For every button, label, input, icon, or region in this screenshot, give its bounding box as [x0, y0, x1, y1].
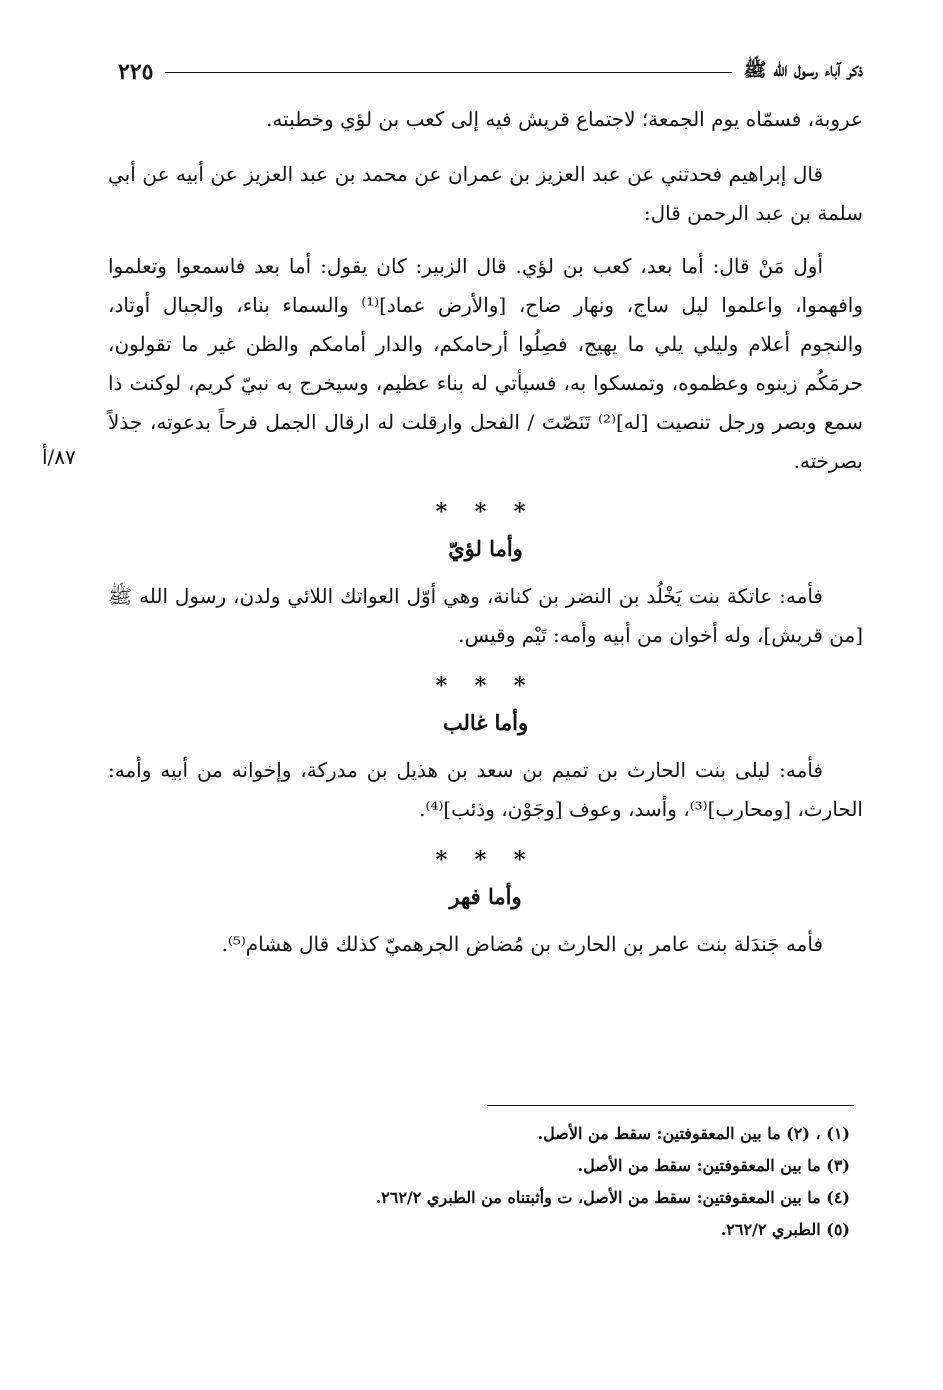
- footnotes: [250, 1118, 850, 1246]
- section-separator: * * *: [435, 847, 536, 873]
- paragraph-isnad: قال إبراهيم فحدثني عن عبد العزيز بن عمران عن محمد بن عبد العزيز عن أبيه عن أبي سلمة بن عبد الرحمن قال:: [108, 162, 863, 225]
- folio-margin-note: ٨٧/أ: [42, 445, 76, 469]
- footnote-3: (٣) ما بين المعقوفتين: سقط من الأصل.: [577, 1156, 850, 1175]
- section-separator: * * *: [435, 673, 536, 699]
- paragraph-khutba: أول مَنْ قال: أما بعد، كعب بن لؤي. قال الزبير: كان يقول: أما بعد فاسمعوا وتعلموا وافهموا، واعلموا ليل ساج، ونهار ضاح، [والأرض عماد]⁽¹⁾ والسماء بناء، والجبال أوتاد، والنجوم أعلام وليلي يلي ما يهيج، فصِلُوا أرحامكم، والدار أمامكم والظن غير ما تقولون، حرمَكُم زينوه وعظموه، وتمسكوا به، فسيأتي له بناء عظيم، وسيخرج به نبيّ كريم، لوكنت ذا سمع وبصر ورجل تنصيت [له]⁽²⁾ تَنَصّتَ / الفحل وارقلت له ارقال الجمل فرحاً بدعوته، جذلاً بصرخته.: [108, 254, 863, 473]
- page-number: ٢٢٥: [118, 59, 154, 85]
- section-heading-fihr: وأما فهر: [449, 884, 522, 909]
- running-title: ذكر آباء رسول الله ﷺ: [743, 59, 863, 81]
- section-text-ghalib: فأمه: ليلى بنت الحارث بن تميم بن سعد بن هذيل بن مدركة، وإخوانه من أبيه وأمه: الحارث، [ومحارب]⁽³⁾، وأسد، وعوف [وجَوْن، وذئب]⁽⁴⁾.: [108, 758, 863, 821]
- running-header: [118, 52, 863, 92]
- footnote-5: (٥) الطبري ٢٦٢/٢.: [720, 1220, 850, 1239]
- header-rule: [165, 72, 731, 73]
- section-text-luayy: فأمه: عاتكة بنت يَخْلُد بن النضر بن كنانة، وهي أوّل العواتك اللائي ولدن، رسول الله ﷺ [من قريش]، وله أخوان من أبيه وأمه: تَيْم وقيس.: [108, 584, 863, 647]
- section-separator: * * *: [435, 499, 536, 525]
- footnote-1-2: (١) ، (٢) ما بين المعقوفتين: سقط من الأصل.: [537, 1124, 850, 1143]
- footnote-4: (٤) ما بين المعقوفتين: سقط من الأصل، ت وأثبتناه من الطبري ٢٦٢/٢.: [375, 1188, 850, 1207]
- section-heading-luayy: وأما لؤيّ: [448, 536, 523, 561]
- footnote-rule: [487, 1105, 854, 1106]
- main-text: [108, 100, 863, 978]
- section-text-fihr: فأمه جَندَلة بنت عامر بن الحارث بن مُضاض الجرهميّ كذلك قال هشام⁽⁵⁾.: [221, 932, 823, 956]
- paragraph-opening: عروبة، فسمّاه يوم الجمعة؛ لاجتماع قريش فيه إلى كعب بن لؤي وخطبته.: [266, 107, 863, 131]
- section-heading-ghalib: وأما غالب: [442, 710, 529, 735]
